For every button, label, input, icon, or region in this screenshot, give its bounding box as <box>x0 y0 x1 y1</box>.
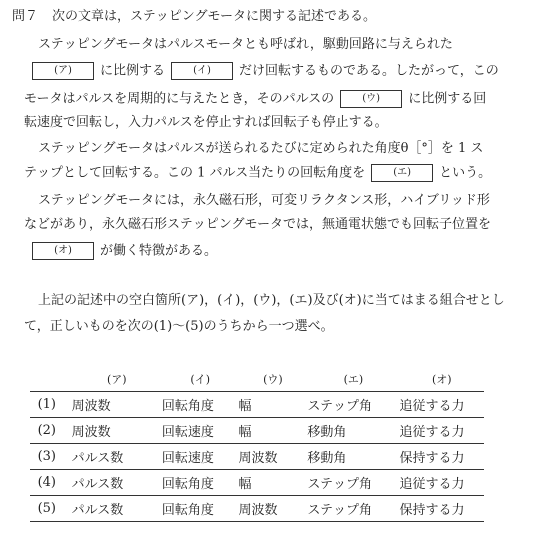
header-cell: (ウ) <box>239 366 308 392</box>
paragraph-3-line-3: (オ) が働く特徴がある。 <box>24 242 217 261</box>
header-cell: (オ) <box>400 366 484 392</box>
paragraph-1-line-3: モータはパルスを周期的に与えたとき，そのパルスの (ウ) に比例する回 <box>24 91 487 107</box>
table-header-row <box>30 366 484 392</box>
blank-o: (オ) <box>32 242 94 260</box>
header-cell: (エ) <box>307 366 399 392</box>
paragraph-3-line-2: などがあり，永久磁石形ステッピングモータでは，無通電状態でも回転子位置を <box>24 217 491 232</box>
table-row[interactable]: (5) パルス数 回転角度 周波数 ステップ角 保持する力 <box>30 496 484 522</box>
blank-e: (エ) <box>371 164 433 182</box>
paragraph-1-line-4: 転速度で回転し，入力パルスを停止すれば回転子も停止する。 <box>24 115 388 130</box>
table-row[interactable]: (2) 周波数 回転速度 幅 移動角 追従する力 <box>30 418 484 444</box>
blank-u: (ウ) <box>340 90 402 108</box>
header-cell: (イ) <box>162 366 239 392</box>
table-row[interactable]: (3) パルス数 回転速度 周波数 移動角 保持する力 <box>30 444 484 470</box>
paragraph-2-line-2: テップとして回転する。この 1 パルス当たりの回転角度を (エ) という。 <box>24 165 492 181</box>
paragraph-1-line-1: ステッピングモータはパルスモータとも呼ばれ，駆動回路に与えられた <box>38 37 453 52</box>
prompt-line-1: 上記の記述中の空白箇所(ア)，(イ)，(ウ)，(エ)及び(オ)に当てはまる組合せとし <box>38 293 505 308</box>
header-cell: (ア) <box>64 366 162 392</box>
answer-table <box>30 366 484 522</box>
paragraph-2-line-1: ステッピングモータはパルスが送られるたびに定められた角度θ［°］を 1 ス <box>38 141 484 156</box>
prompt-line-2: て，正しいものを次の(1)～(5)のうちから一つ選べ。 <box>24 319 334 334</box>
table-row[interactable]: (4) パルス数 回転角度 幅 ステップ角 追従する力 <box>30 470 484 496</box>
header-cell <box>30 366 64 392</box>
question-header <box>12 8 376 26</box>
question-intro: 次の文章は，ステッピングモータに関する記述である。 <box>52 9 376 24</box>
table-row[interactable]: (1) 周波数 回転角度 幅 ステップ角 追従する力 <box>30 392 484 418</box>
question-number: 問７ <box>12 9 39 24</box>
paragraph-3-line-1: ステッピングモータには，永久磁石形，可変リラクタンス形，ハイブリッド形 <box>38 193 490 208</box>
blank-a: (ア) <box>32 62 94 80</box>
blank-i: (イ) <box>171 62 233 80</box>
paragraph-1-line-2: (ア) に比例する (イ) だけ回転するものである。したがって，この <box>24 62 499 81</box>
